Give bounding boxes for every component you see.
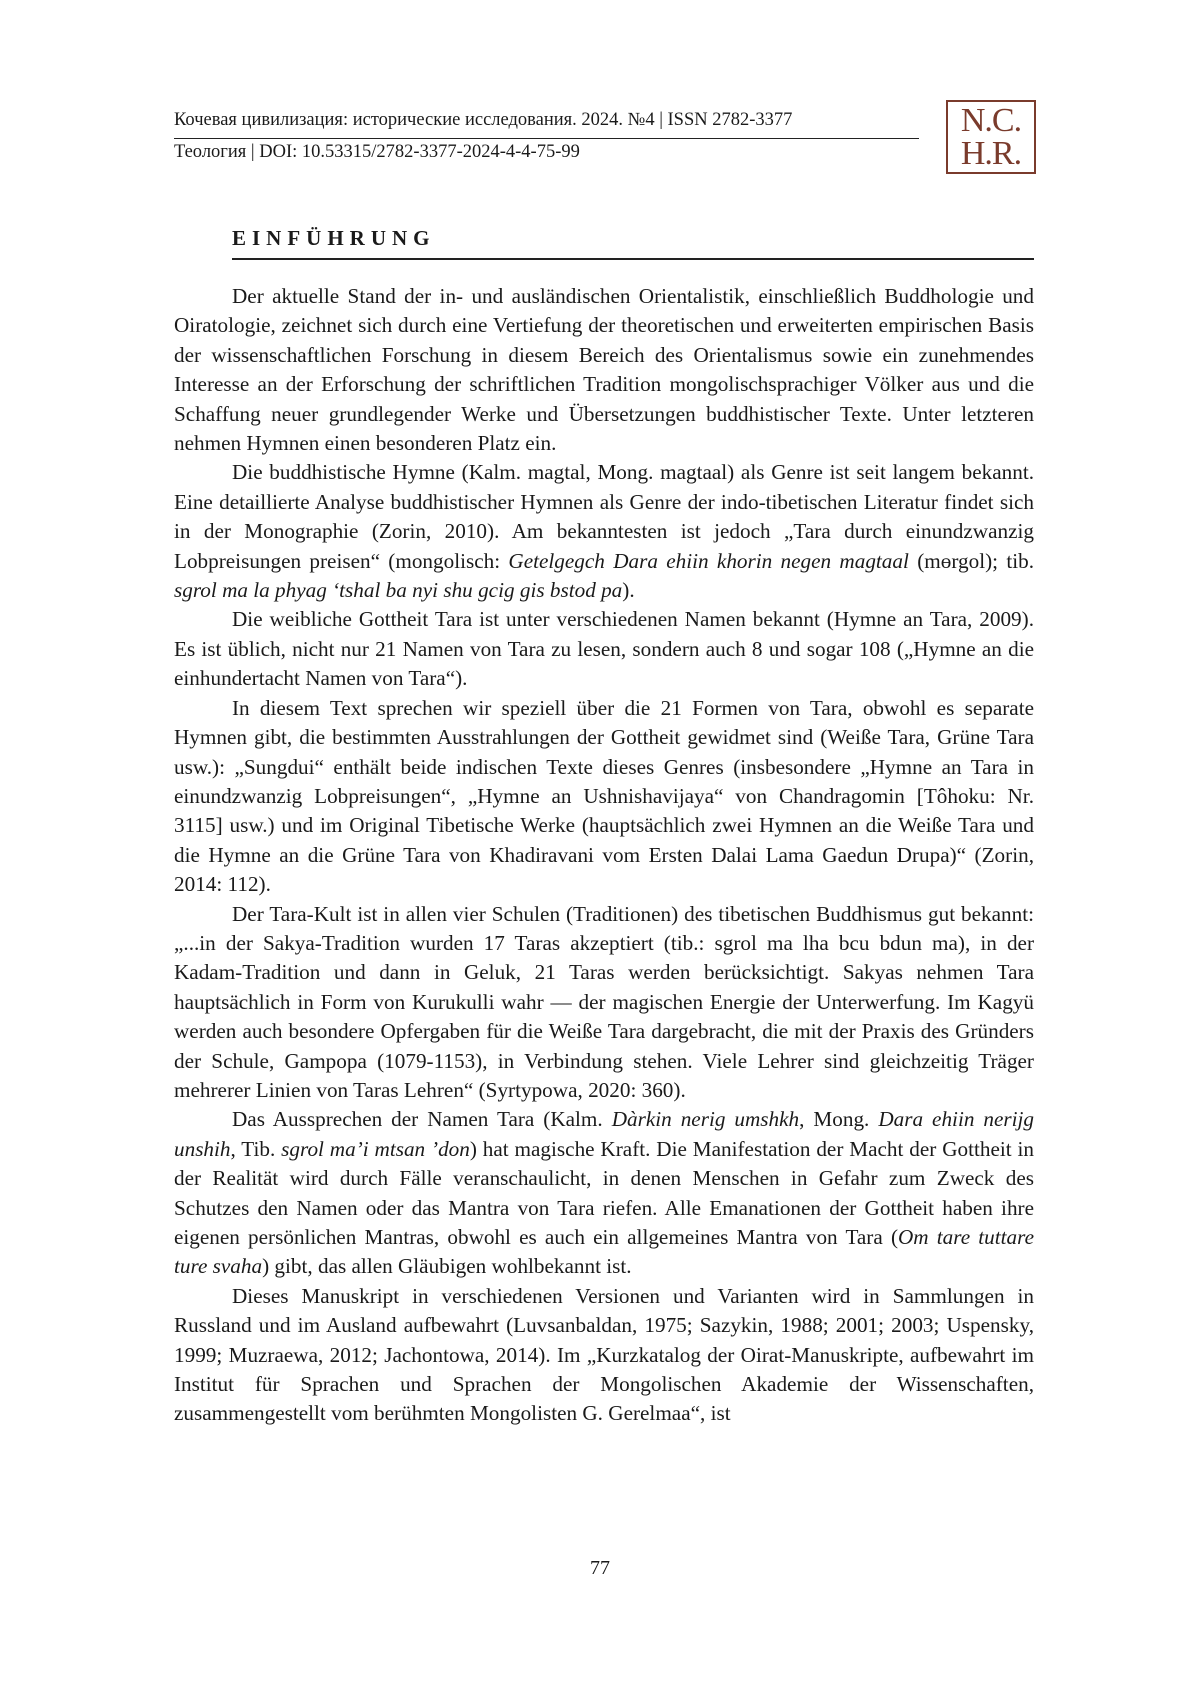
section-title: EINFÜHRUNG <box>232 226 436 250</box>
paragraph-6-italic-kalmyk: Dàrkin nerig umshkh <box>611 1107 800 1132</box>
page-number: 77 <box>590 1557 610 1579</box>
paragraph-6 <box>174 1105 1034 1281</box>
paragraph-2-text-c: ). <box>622 578 635 603</box>
paragraph-2-text-a: Die buddhistische Hymne (Kalm. magtal, Mong. magtaal) als Genre ist seit langem bekannt. Eine detaillierte Analyse buddhistischer Hymnen als Genre der indo-tibetischen Literatur findet sich in der Monographie (Zorin, 2010). Am bekanntesten ist jedoch „Tara durch einundzwanzig Lobpreisungen preisen“ (mongolisch: <box>174 460 1034 573</box>
journal-logo <box>946 100 1036 174</box>
paragraph-5: Der Tara-Kult ist in allen vier Schulen (Traditionen) des tibetischen Buddhismus gut bekannt: „...in der Sakya-Tradition wurden 17 Taras akzeptiert (tib.: sgrol ma lha bcu bdun ma), in der Kadam-Tradition und dann in Geluk, 21 Taras werden berücksichtigt. Sakyas nehmen Tara hauptsächlich in Form von Kurukulli wahr — der magischen Energie der Unterwerfung. Im Kagyü werden auch besondere Opfergaben für die Weiße Tara dargebracht, die mit der Praxis des Gründers der Schule, Gampopa (1079-1153), in Verbindung stehen. Viele Lehrer sind gleichzeitig Träger mehrerer Linien von Taras Lehren“ (Syrtypowa, 2020: 360). <box>174 901 1034 1102</box>
paragraph-2-italic-mongolian: Getelgegch Dara ehiin khorin negen magtaal <box>508 548 909 573</box>
paragraph-2 <box>174 458 1034 605</box>
paragraph-6-italic-mongolian: Dara ehiin nerijg unshih <box>174 1107 1035 1161</box>
paragraph-2-italic-tibetan: sgrol ma la phyag ‘tshal ba nyi shu gcig gis bstod pa <box>174 578 623 603</box>
paragraph-3: Die weibliche Gottheit Tara ist unter verschiedenen Namen bekannt (Hymne an Tara, 2009). Es ist üblich, nicht nur 21 Namen von Tara zu lesen, sondern auch 8 und sogar 108 („Hymne an die einhundertacht Namen von Tara“). <box>174 607 1034 691</box>
paragraph-6-italic-mantra: Om tare tuttare ture svaha <box>174 1225 1034 1279</box>
paragraph-6-text-d: ) hat magische Kraft. Die Manifestation der Macht der Gottheit in der Realität wird durch Fälle veranschaulicht, in denen Menschen in Gefahr zum Zweck des Schutzes den Namen oder das Mantra von Tara riefen. Alle Emanationen der Gottheit haben ihre eigenen persönlichen Mantras, obwohl es auch ein allgemeines Mantra von Tara ( <box>174 1136 1034 1249</box>
header-divider <box>174 138 919 139</box>
paragraph-6-text-b: , Mong. <box>799 1107 879 1132</box>
paragraph-7: Dieses Manuskript in verschiedenen Versionen und Varianten wird in Sammlungen in Russland und im Ausland aufbewahrt (Luvsanbaldan, 1975; Sazykin, 1988; 2001; 2003; Uspensky, 1999; Muzraewa, 2012; Jachontowa, 2014). Im „Kurzkatalog der Oirat-Manuskripte, aufbewahrt im Institut für Sprachen und Sprachen der Mongolischen Akademie der Wissenschaften, zusammengestellt vom berühmten Mongolisten G. Gerelmaa“, ist <box>174 1283 1034 1426</box>
paragraph-4: In diesem Text sprechen wir speziell über die 21 Formen von Tara, obwohl es separate Hymnen gibt, die bestimmten Ausstrahlungen der Gottheit gewidmet sind (Weiße Tara, Grüne Tara usw.): „Sungdui“ enthält beide indischen Texte dieses Genres (insbesondere „Hymne an Tara in einundzwanzig Lobpreisungen“, „Hymne an Ushnishavijaya“ von Chandragomin [Tôhoku: Nr. 3115] usw.) und im Original Tibetische Werke (hauptsächlich zwei Hymnen an die Weiße Tara und die Hymne an die Grüne Tara von Khadiravani vom Ersten Dalai Lama Gaedun Drupa)“ (Zorin, 2014: 112). <box>174 695 1034 897</box>
paragraph-6-text-a: Das Aussprechen der Namen Tara (Kalm. <box>232 1107 612 1132</box>
paragraph-6-text-e: ) gibt, das allen Gläubigen wohlbekannt ist. <box>262 1254 632 1279</box>
logo-line-top: N.C. <box>960 102 1022 139</box>
paragraph-6-text-c: , Tib. <box>230 1136 282 1161</box>
paragraph-1: Der aktuelle Stand der in- und ausländischen Orientalistik, einschließlich Buddhologie und Oiratologie, zeichnet sich durch eine Vertiefung der theoretischen und erweiterten empirischen Basis der wissenschaftlichen Forschung in diesem Bereich des Orientalismus sowie ein zunehmendes Interesse an der Erforschung der schriftlichen Tradition mongolischsprachiger Völker aus und die Schaffung neuer grundlegender Werke und Übersetzungen buddhistischer Texte. Unter letzteren nehmen Hymnen einen besonderen Platz ein. <box>174 284 1034 456</box>
logo-line-bottom: H.R. <box>960 135 1022 172</box>
article-body <box>174 282 1034 1429</box>
paragraph-2-text-b: (mөrgol); tib. <box>908 548 1034 573</box>
section-divider <box>232 258 1034 260</box>
paragraph-6-italic-tibetan: sgrol ma’i mtsan ’don <box>281 1136 470 1161</box>
journal-citation: Кочевая цивилизация: исторические исследования. 2024. №4 | ISSN 2782-3377 <box>174 110 793 130</box>
section-doi: Теология | DOI: 10.53315/2782-3377-2024-4-4-75-99 <box>174 142 580 162</box>
